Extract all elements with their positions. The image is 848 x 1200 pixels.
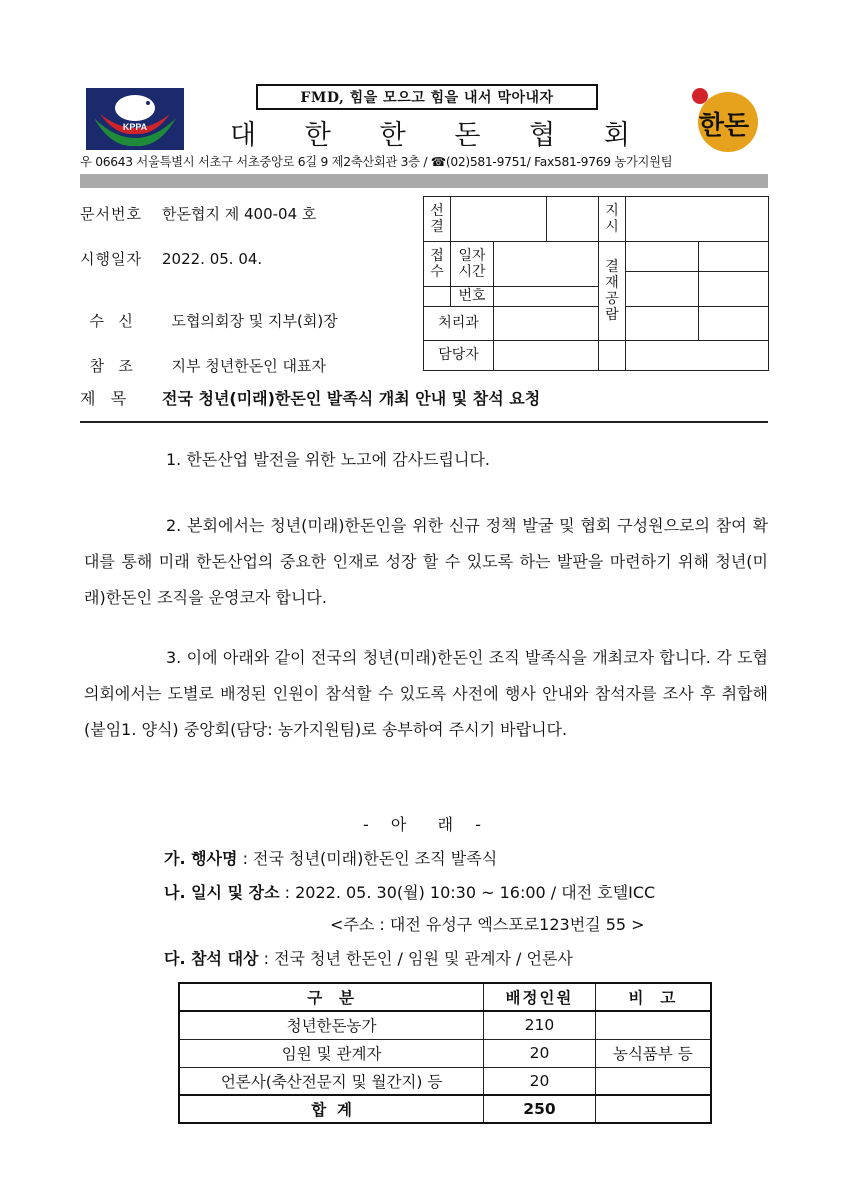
org-char: 한 — [379, 119, 406, 151]
approval-cell-gyeoljaegongram: 결 재 공 람 — [599, 242, 626, 341]
table-cell — [595, 1067, 711, 1095]
recipient-value: 도협의회장 및 지부(회)장 — [171, 312, 338, 330]
approval-blank — [494, 307, 599, 341]
table-cell: 20 — [484, 1039, 596, 1067]
table-total-label: 합 계 — [179, 1095, 484, 1123]
date-value: 2022. 05. 04. — [162, 250, 263, 268]
paragraph-1: 1. 한돈산업 발전을 위한 노고에 감사드립니다. — [166, 450, 490, 469]
approval-cell-cheorigwa: 처리과 — [424, 307, 494, 341]
subject-label: 제 목 — [80, 389, 127, 408]
approval-blank — [494, 287, 599, 307]
approval-cell-jeopsu: 접 수 — [424, 242, 451, 287]
reference-value: 지부 청년한돈인 대표자 — [171, 357, 326, 375]
allocation-table — [178, 982, 712, 1124]
org-char: 대 — [230, 119, 257, 151]
detail-attendees-value: : 전국 청년 한돈인 / 임원 및 관계자 / 언론사 — [258, 949, 573, 968]
detail-event-name-label: 가. 행사명 — [164, 849, 238, 868]
table-cell: 210 — [484, 1011, 596, 1039]
header-divider-bar — [80, 174, 768, 188]
approval-blank — [699, 272, 769, 307]
approval-blank — [494, 341, 599, 371]
approval-blank — [599, 341, 626, 371]
detail-attendees — [164, 946, 573, 969]
table-header-allocation: 배정인원 — [484, 983, 596, 1011]
slogan-text: FMD, 힘을 모으고 힘을 내서 막아내자 — [300, 90, 554, 106]
table-total-note — [595, 1095, 711, 1123]
date-row — [80, 248, 262, 269]
table-total-value: 250 — [484, 1095, 596, 1123]
reference-label: 참 조 — [89, 357, 133, 375]
table-row — [179, 1067, 711, 1095]
approval-blank — [626, 341, 769, 371]
doc-number-row — [80, 203, 316, 224]
approval-blank — [626, 242, 699, 272]
address-line: 우 06643 서울특별시 서초구 서초중앙로 6길 9 제2축산회관 3층 / ☎(02)581-9751/ Fax581-9769 농가지원팀 — [80, 155, 673, 169]
doc-number-value: 한돈협지 제 400-04 호 — [162, 205, 317, 223]
table-header-note: 비 고 — [595, 983, 711, 1011]
table-cell: 청년한돈농가 — [179, 1011, 484, 1039]
approval-blank — [626, 272, 699, 307]
details-heading: - 아 래 - — [362, 815, 486, 834]
table-total-row — [179, 1095, 711, 1123]
approval-blank — [699, 307, 769, 341]
detail-datetime-value: : 2022. 05. 30(월) 10:30 ~ 16:00 / 대전 호텔ICC — [279, 883, 656, 902]
paragraph-2: 2. 본회에서는 청년(미래)한돈인을 위한 신규 정책 발굴 및 협회 구성원으로의 참여 확대를 통해 미래 한돈산업의 중요한 인재로 성장 할 수 있도록 하는 발판을 마련하기 위해 청년(미래)한돈인 조직을 운영코자 합니다. — [84, 516, 768, 607]
approval-cell-seongyeol: 선 결 — [424, 197, 451, 242]
table-cell: 20 — [484, 1067, 596, 1095]
subject-text: 전국 청년(미래)한돈인 발족식 개최 안내 및 참석 요청 — [162, 389, 541, 408]
approval-cell-damdangja: 담당자 — [424, 341, 494, 371]
detail-address: <주소 : 대전 유성구 엑스포로123번길 55 > — [330, 915, 645, 934]
org-char: 회 — [603, 119, 630, 151]
approval-blank — [451, 197, 547, 242]
subject-divider — [80, 421, 768, 423]
approval-cell-beonho: 번호 — [451, 287, 494, 307]
kppa-logo-text: KPPA — [122, 122, 148, 132]
paragraph-3: 3. 이에 아래와 같이 전국의 청년(미래)한돈인 조직 발족식을 개최코자 합니다. 각 도협의회에서는 도별로 배정된 인원이 참석할 수 있도록 사전에 행사 안내와 참석자를 조사 후 취합해(붙임1. 양식) 중앙회(담당: 농가지원팀)로 송부하여 주시기 바랍니다. — [84, 648, 768, 739]
approval-table — [423, 196, 769, 371]
subject-row — [80, 386, 540, 409]
approval-blank — [699, 242, 769, 272]
kppa-logo — [86, 88, 184, 150]
recipient-row — [80, 292, 338, 331]
approval-blank — [424, 287, 451, 307]
detail-attendees-label: 다. 참석 대상 — [164, 949, 259, 968]
approval-cell-jisi: 지 시 — [599, 197, 626, 242]
approval-blank — [626, 307, 699, 341]
detail-event-name-value: : 전국 청년(미래)한돈인 조직 발족식 — [237, 849, 498, 868]
slogan-box — [256, 84, 598, 110]
table-row — [179, 1039, 711, 1067]
org-char: 돈 — [454, 119, 481, 151]
table-cell: 임원 및 관계자 — [179, 1039, 484, 1067]
doc-number-label: 문서번호 — [80, 205, 142, 223]
recipient-label: 수 신 — [89, 312, 133, 330]
approval-blank — [494, 242, 599, 287]
date-label: 시행일자 — [80, 250, 142, 268]
table-row — [179, 1011, 711, 1039]
detail-datetime-label: 나. 일시 및 장소 — [164, 883, 280, 902]
organization-name — [230, 112, 630, 152]
org-char: 협 — [529, 119, 556, 151]
detail-datetime-place — [164, 880, 655, 903]
handon-logo-text: 한돈 — [698, 111, 750, 141]
detail-event-name — [164, 846, 497, 869]
table-header-category: 구 분 — [179, 983, 484, 1011]
handon-logo — [686, 84, 764, 154]
reference-row — [80, 337, 326, 376]
table-cell: 언론사(축산전문지 및 월간지) 등 — [179, 1067, 484, 1095]
table-header-row — [179, 983, 711, 1011]
approval-blank — [547, 197, 599, 242]
table-cell — [595, 1011, 711, 1039]
approval-cell-iljasigan: 일자 시간 — [451, 242, 494, 287]
approval-blank — [626, 197, 769, 242]
table-cell: 농식품부 등 — [595, 1039, 711, 1067]
org-char: 한 — [304, 119, 331, 151]
